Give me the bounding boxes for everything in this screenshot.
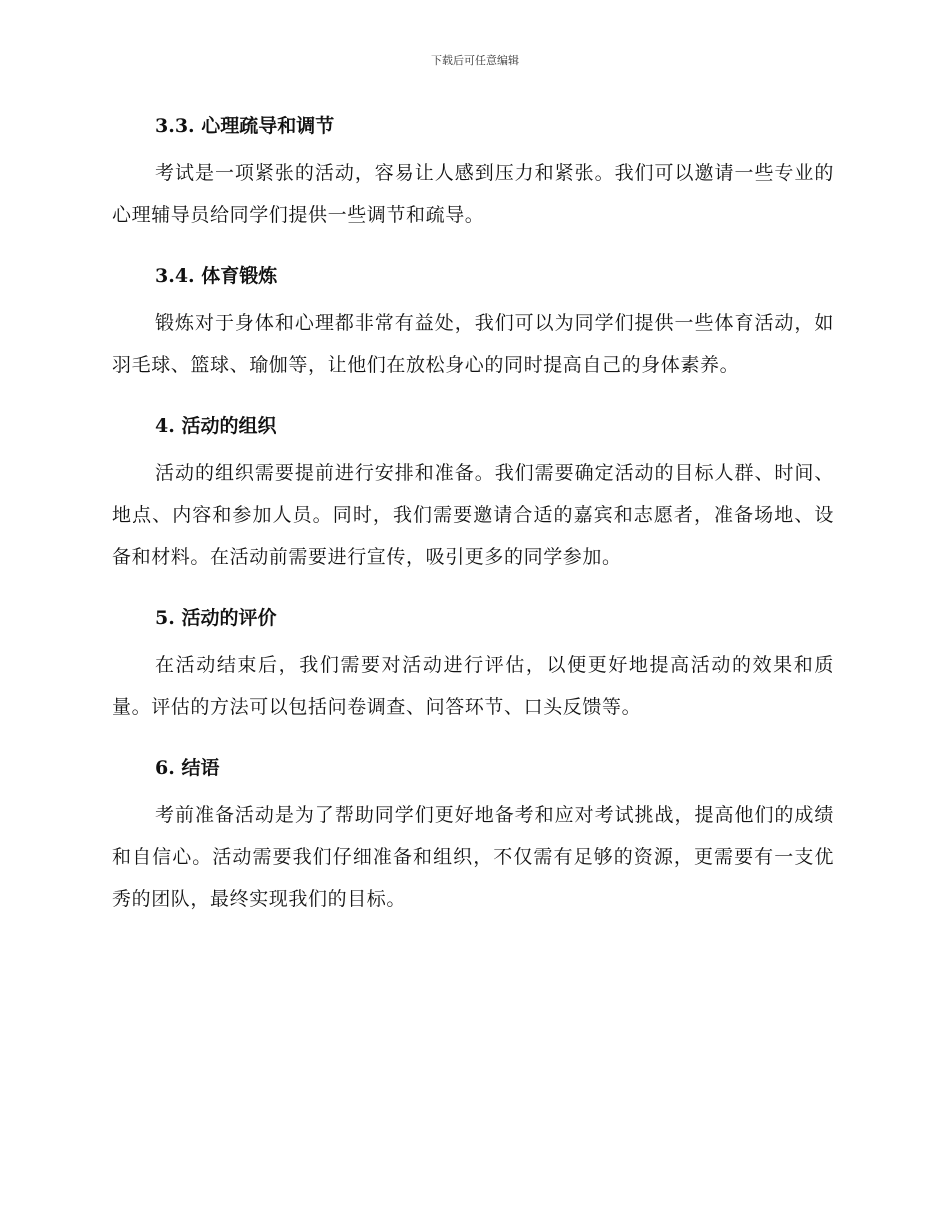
section-heading-4: 4. 活动的组织 — [155, 415, 277, 437]
section-heading-5: 5. 活动的评价 — [155, 607, 277, 629]
section-paragraph-5: 在活动结束后，我们需要对活动进行评估，以便更好地提高活动的效果和质量。评估的方法可以包括问卷调查、问答环节、口头反馈等。 — [112, 654, 834, 718]
section-heading-6: 6. 结语 — [155, 757, 220, 779]
section-paragraph-6: 考前准备活动是为了帮助同学们更好地备考和应对考试挑战，提高他们的成绩和自信心。活动需要我们仔细准备和组织，不仅需有足够的资源，更需要有一支优秀的团队，最终实现我们的目标。 — [112, 804, 834, 910]
document-body — [112, 112, 834, 920]
page-header: 下载后可任意编辑 — [431, 54, 519, 67]
section-paragraph-3-4: 锻炼对于身体和心理都非常有益处，我们可以为同学们提供一些体育活动，如羽毛球、篮球、瑜伽等，让他们在放松身心的同时提高自己的身体素养。 — [112, 312, 834, 376]
section-heading-3-4: 3.4. 体育锻炼 — [155, 265, 278, 287]
section-heading-3-3: 3.3. 心理疏导和调节 — [155, 115, 335, 137]
section-paragraph-3-3: 考试是一项紧张的活动，容易让人感到压力和紧张。我们可以邀请一些专业的心理辅导员给同学们提供一些调节和疏导。 — [112, 162, 834, 226]
section-paragraph-4: 活动的组织需要提前进行安排和准备。我们需要确定活动的目标人群、时间、地点、内容和参加人员。同时，我们需要邀请合适的嘉宾和志愿者，准备场地、设备和材料。在活动前需要进行宣传，吸引更多的同学参加。 — [112, 462, 834, 568]
